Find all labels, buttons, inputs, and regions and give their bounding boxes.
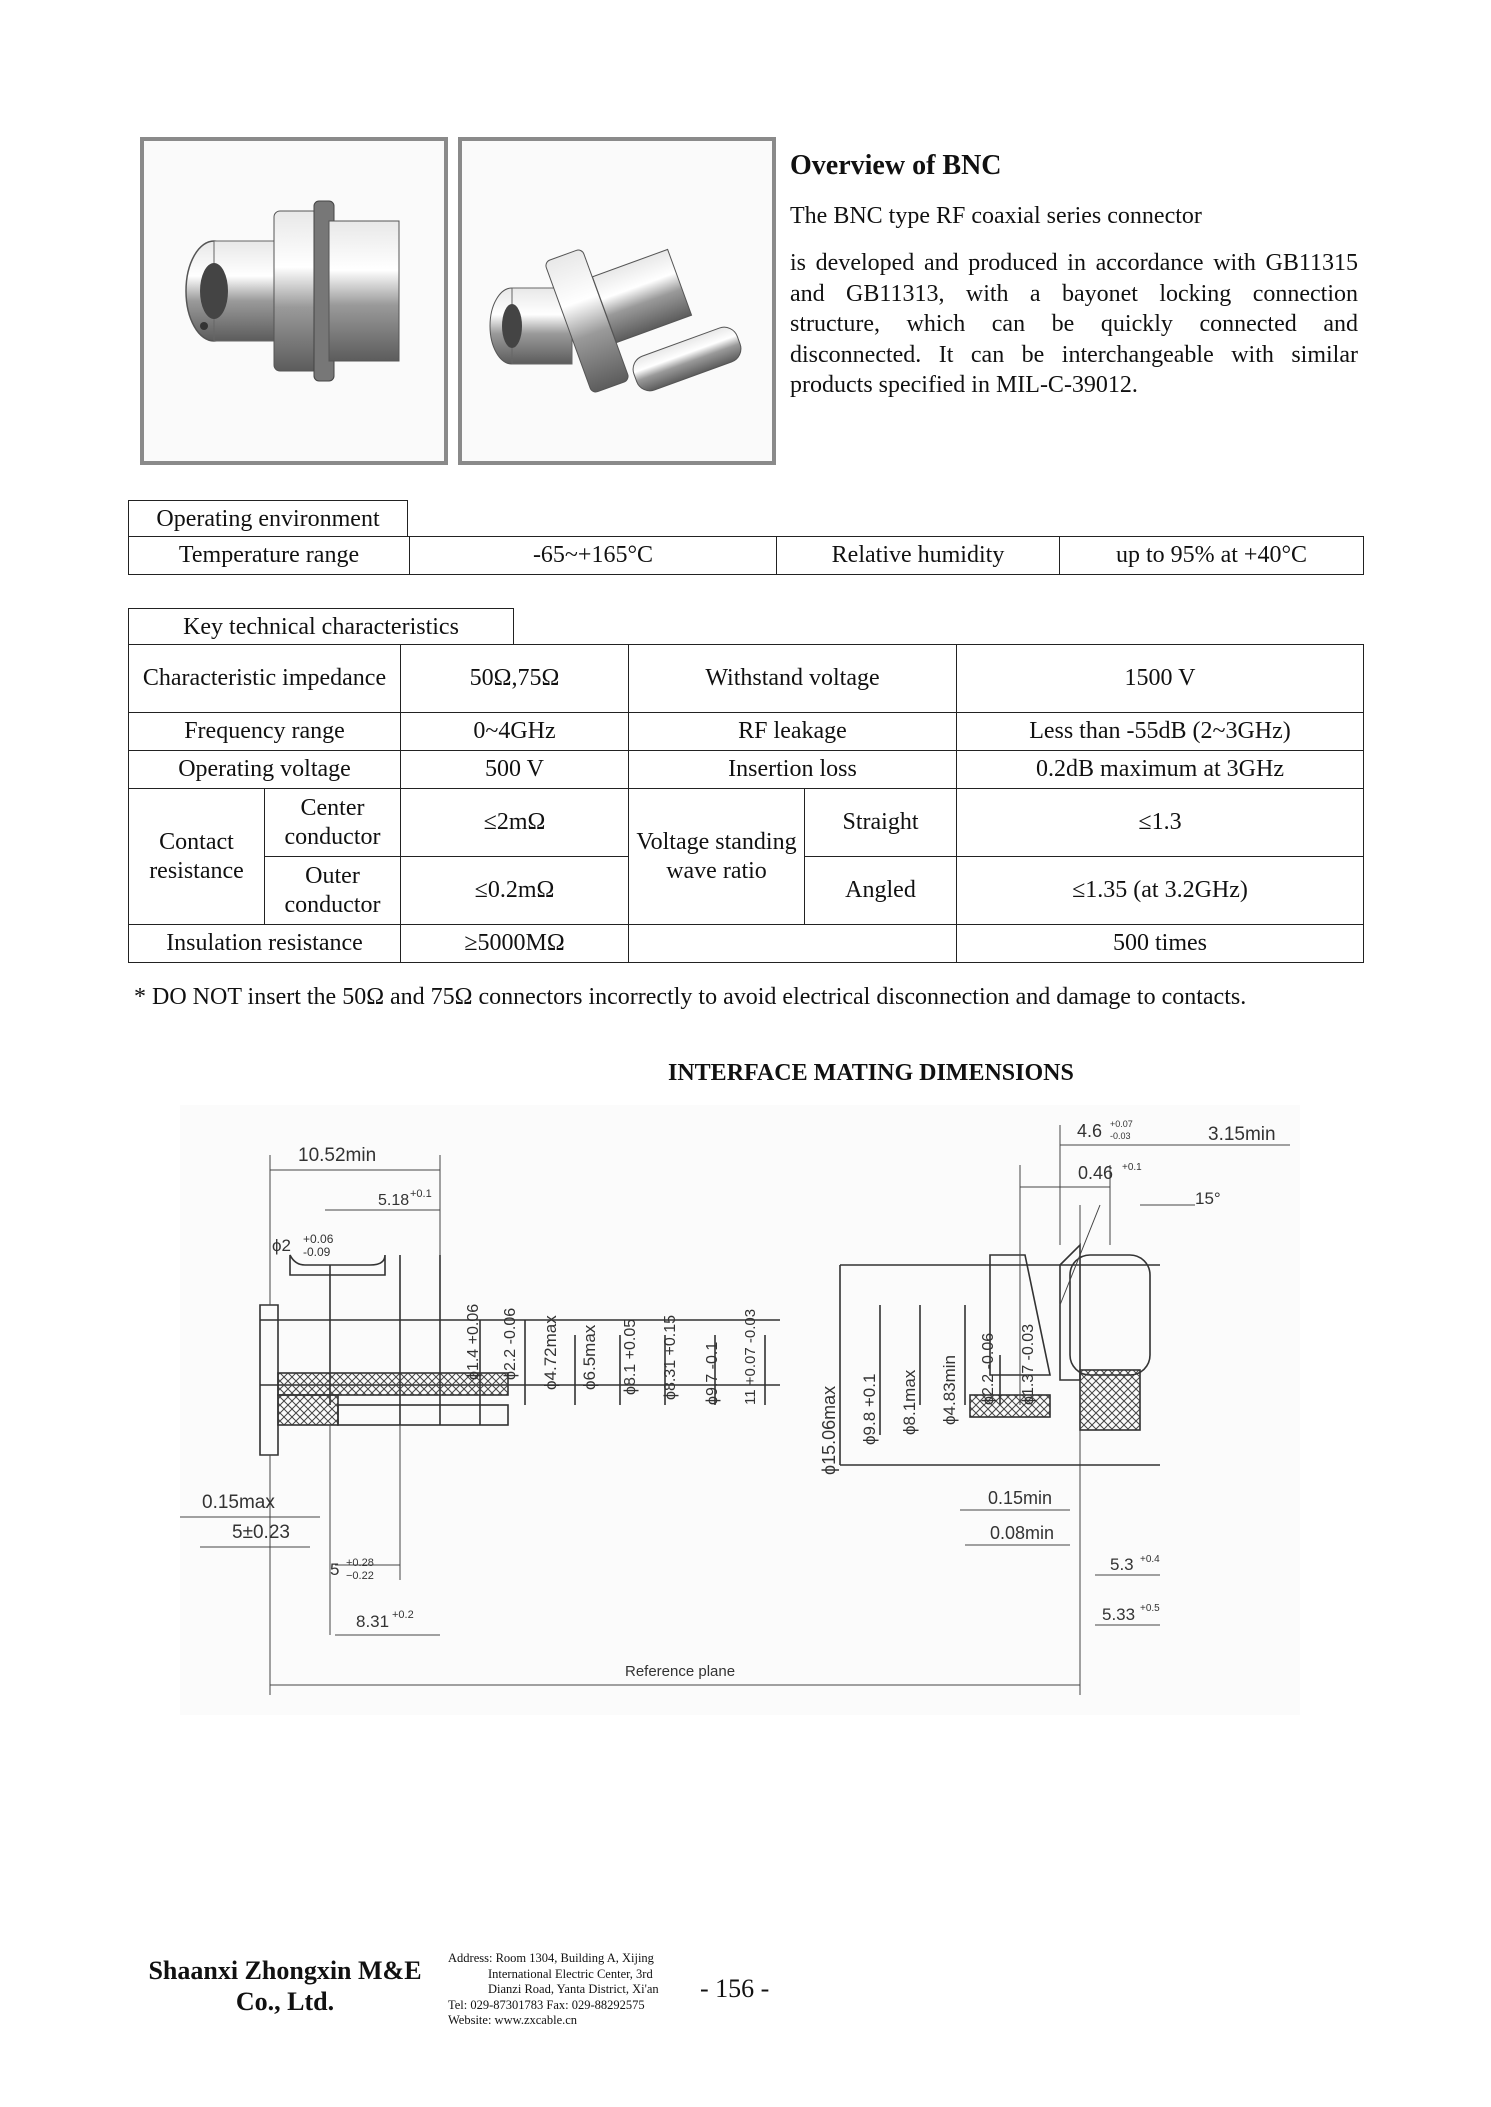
- freq-label: Frequency range: [129, 713, 401, 751]
- outer-conductor-label: Outer conductor: [265, 857, 401, 925]
- opv-value: 500 V: [401, 751, 629, 789]
- dim-0-15min: 0.15min: [988, 1488, 1053, 1508]
- straight-value: ≤1.3: [957, 789, 1364, 857]
- env-caption: Operating environment: [128, 500, 408, 536]
- dimensions-title: INTERFACE MATING DIMENSIONS: [668, 1060, 1074, 1086]
- key-characteristics-table: [128, 644, 1364, 963]
- dim-11: 11 +0.07 -0.03: [742, 1308, 759, 1405]
- insulation-value: ≥5000MΩ: [401, 925, 629, 963]
- dim-phi15-06: ϕ15.06max: [819, 1385, 839, 1475]
- dim-5-low: −0.22: [346, 1570, 374, 1582]
- outer-conductor-value: ≤0.2mΩ: [401, 857, 629, 925]
- address-line-2: International Electric Center, 3rd: [488, 1966, 653, 1981]
- center-conductor-label: Center conductor: [265, 789, 401, 857]
- dim-5-pm-0-23: 5±0.23: [232, 1522, 290, 1543]
- dim-4-6: 4.6: [1077, 1121, 1103, 1141]
- overview-paragraph: is developed and produced in accordance with GB11315 and GB11313, with a bayonet locking connection structure, which can be quickly connected and disconnected. It can be interchangeable with similar products specified in MIL-C-39012.: [790, 250, 1358, 398]
- dim-phi8-1max: ϕ8.1max: [900, 1369, 919, 1435]
- withstand-label: Withstand voltage: [629, 645, 957, 713]
- address-website: Website: www.zxcable.cn: [448, 2013, 578, 2027]
- angled-label: Angled: [805, 857, 957, 925]
- key-caption: Key technical characteristics: [128, 608, 514, 644]
- opv-label: Operating voltage: [129, 751, 401, 789]
- dim-0-08min: 0.08min: [990, 1523, 1055, 1543]
- dim-5-3: 5.3: [1110, 1555, 1134, 1574]
- withstand-value: 1500 V: [957, 645, 1364, 713]
- dim-phi8-31: ϕ8.31 +0.15: [662, 1314, 679, 1400]
- freq-value: 0~4GHz: [401, 713, 629, 751]
- dim-4-6-up: +0.07: [1110, 1119, 1133, 1129]
- dim-phi4-72max: ϕ4.72max: [541, 1315, 560, 1390]
- rf-leakage-label: RF leakage: [629, 713, 957, 751]
- warning-note: * DO NOT insert the 50Ω and 75Ω connectors incorrectly to avoid electrical disconnection and damage to contacts.: [134, 984, 1247, 1010]
- company-address: [448, 1951, 688, 2029]
- dim-phi2: ϕ2: [272, 1236, 291, 1255]
- durability-empty-cell: [629, 925, 957, 963]
- overview-title: Overview of BNC: [790, 150, 1002, 181]
- dim-5-18-tol: +0.1: [410, 1188, 432, 1200]
- dim-phi6-5max: ϕ6.5max: [580, 1324, 599, 1390]
- temp-label: Temperature range: [129, 537, 410, 575]
- overview-intro: The BNC type RF coaxial series connector: [790, 203, 1202, 229]
- impedance-label: Characteristic impedance: [129, 645, 401, 713]
- dim-8-31-tol: +0.2: [392, 1609, 414, 1621]
- dim-0-46-tol: +0.1: [1122, 1162, 1142, 1173]
- insertion-loss-value: 0.2dB maximum at 3GHz: [957, 751, 1364, 789]
- company-name: Shaanxi Zhongxin M&E Co., Ltd.: [148, 1956, 422, 2016]
- dim-phi4-83min: ϕ4.83min: [940, 1354, 959, 1425]
- dim-5-3-tol: +0.4: [1140, 1554, 1160, 1565]
- dim-phi2-2b: ϕ2.2 -0.06: [980, 1332, 997, 1405]
- dim-0-46: 0.46: [1078, 1163, 1114, 1183]
- dim-phi9-7: ϕ9.7 -0.1: [704, 1341, 721, 1405]
- dim-5: 5: [330, 1560, 340, 1579]
- dim-3-15min: 3.15min: [1208, 1124, 1276, 1145]
- address-line-1: Address: Room 1304, Building A, Xijing: [448, 1951, 654, 1965]
- reference-plane-label: Reference plane: [625, 1663, 736, 1680]
- dim-8-31: 8.31: [356, 1612, 390, 1631]
- rf-leakage-value: Less than -55dB (2~3GHz): [957, 713, 1364, 751]
- dim-phi8-1: ϕ8.1 +0.05: [622, 1318, 639, 1395]
- interface-mating-drawing: [180, 1105, 1300, 1715]
- dim-5-33: 5.33: [1102, 1605, 1136, 1624]
- dim-4-6-low: -0.03: [1110, 1131, 1131, 1141]
- dim-phi2-2: ϕ2.2 -0.06: [502, 1307, 519, 1380]
- humidity-label: Relative humidity: [777, 537, 1060, 575]
- bnc-crimp-illustration: [462, 141, 772, 461]
- product-photo-crimp: [458, 137, 776, 465]
- humidity-value: up to 95% at +40°C: [1060, 537, 1364, 575]
- dim-5-18: 5.18: [378, 1192, 410, 1209]
- dim-5-up: +0.28: [346, 1557, 374, 1569]
- product-photo-bulkhead: [140, 137, 448, 465]
- dim-phi1-4: ϕ1.4 +0.06: [465, 1303, 482, 1380]
- dim-5-33-tol: +0.5: [1140, 1603, 1160, 1614]
- straight-label: Straight: [805, 789, 957, 857]
- dim-phi2-up: +0.06: [303, 1232, 334, 1246]
- insertion-loss-label: Insertion loss: [629, 751, 957, 789]
- address-line-3: Dianzi Road, Yanta District, Xi'an: [488, 1982, 659, 1996]
- contact-resistance-label: Contact resistance: [129, 789, 265, 925]
- vswr-label: Voltage standing wave ratio: [629, 789, 805, 925]
- dim-0-15max: 0.15max: [202, 1492, 275, 1513]
- dim-10-52min: 10.52min: [298, 1145, 377, 1166]
- angled-value: ≤1.35 (at 3.2GHz): [957, 857, 1364, 925]
- impedance-value: 50Ω,75Ω: [401, 645, 629, 713]
- dim-phi2-low: -0.09: [303, 1245, 331, 1259]
- bnc-bulkhead-illustration: [144, 141, 444, 461]
- dim-phi9-8: ϕ9.8 +0.1: [860, 1373, 879, 1445]
- temp-value: -65~+165°C: [410, 537, 777, 575]
- center-conductor-value: ≤2mΩ: [401, 789, 629, 857]
- environment-table: [128, 536, 1364, 575]
- insulation-label: Insulation resistance: [129, 925, 401, 963]
- address-phone: Tel: 029-87301783 Fax: 029-88292575: [448, 1997, 645, 2012]
- page-number: - 156 -: [700, 1974, 770, 2003]
- dim-15deg: 15°: [1195, 1189, 1221, 1208]
- dim-phi1-37: ϕ1.37 -0.03: [1020, 1323, 1037, 1405]
- durability-value: 500 times: [957, 925, 1364, 963]
